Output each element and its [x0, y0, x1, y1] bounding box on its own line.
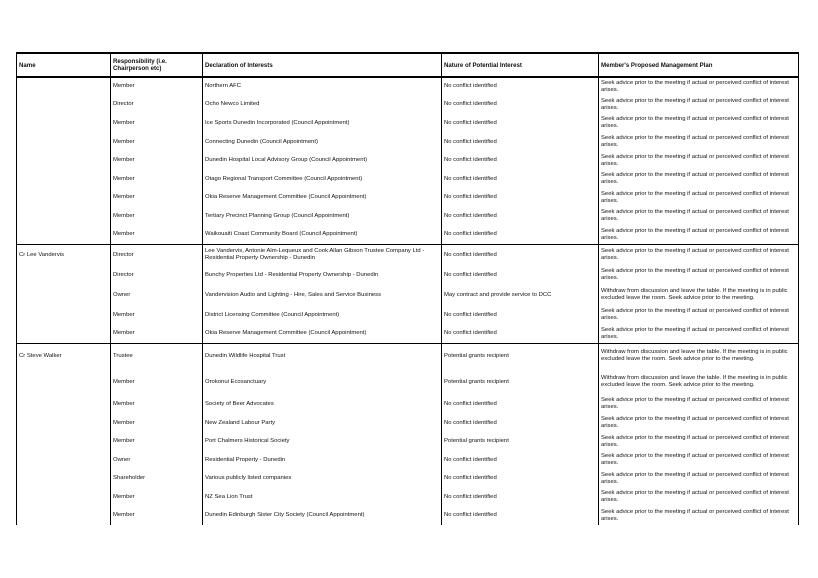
cell-responsibility: Member	[111, 507, 203, 526]
cell-responsibility: Member	[111, 395, 203, 414]
cell-plan: Seek advice prior to the meeting if actual or perceived conflict of interest arises.	[599, 451, 799, 470]
header-responsibility: Responsibility (i.e. Chairperson etc)	[111, 53, 203, 77]
cell-responsibility: Trustee	[111, 343, 203, 369]
cell-name	[17, 284, 111, 306]
cell-nature: No conflict identified	[442, 306, 599, 325]
cell-declaration: Port Chalmers Historical Society	[203, 432, 442, 451]
header-nature: Nature of Potential Interest	[442, 53, 599, 77]
cell-nature: No conflict identified	[442, 133, 599, 152]
cell-responsibility: Member	[111, 488, 203, 507]
cell-nature: No conflict identified	[442, 170, 599, 189]
cell-declaration: Okia Reserve Management Committee (Council Appointment)	[203, 189, 442, 208]
table-row	[17, 451, 799, 470]
cell-nature: No conflict identified	[442, 96, 599, 115]
cell-declaration: Connecting Dunedin (Council Appointment)	[203, 133, 442, 152]
cell-plan: Seek advice prior to the meeting if actual or perceived conflict of interest arises.	[599, 414, 799, 433]
cell-declaration: Ice Sports Dunedin Incorporated (Council Appointment)	[203, 114, 442, 133]
interests-register-table	[16, 52, 799, 525]
cell-declaration: Dunedin Wildlife Hospital Trust	[203, 343, 442, 369]
cell-plan: Seek advice prior to the meeting if actual or perceived conflict of interest arises.	[599, 133, 799, 152]
cell-plan: Seek advice prior to the meeting if actual or perceived conflict of interest arises.	[599, 244, 799, 266]
cell-responsibility: Owner	[111, 284, 203, 306]
cell-responsibility: Director	[111, 244, 203, 266]
table-row	[17, 306, 799, 325]
cell-declaration: Lee Vandervis, Antonie Alm-Lequeux and Cook Allan Gibson Trustee Company Ltd - Residential Property Ownership - Dunedin	[203, 244, 442, 266]
header-name: Name	[17, 53, 111, 77]
cell-nature: No conflict identified	[442, 151, 599, 170]
cell-nature: No conflict identified	[442, 114, 599, 133]
table-row	[17, 432, 799, 451]
cell-plan: Seek advice prior to the meeting if actual or perceived conflict of interest arises.	[599, 226, 799, 245]
cell-name	[17, 133, 111, 152]
header-declaration: Declaration of Interests	[203, 53, 442, 77]
cell-name	[17, 325, 111, 344]
cell-plan: Withdraw from discussion and leave the table. If the meeting is in public excluded leave the room. Seek advice prior to the meeting.	[599, 343, 799, 369]
cell-declaration: Vandervision Audio and Lighting - Hire, Sales and Service Business	[203, 284, 442, 306]
cell-declaration: District Licensing Committee (Council Appointment)	[203, 306, 442, 325]
cell-responsibility: Member	[111, 77, 203, 96]
cell-responsibility: Member	[111, 325, 203, 344]
cell-nature: No conflict identified	[442, 189, 599, 208]
cell-plan: Seek advice prior to the meeting if actual or perceived conflict of interest arises.	[599, 189, 799, 208]
cell-responsibility: Director	[111, 96, 203, 115]
cell-responsibility: Member	[111, 432, 203, 451]
table-row	[17, 343, 799, 369]
cell-nature: No conflict identified	[442, 414, 599, 433]
cell-declaration: Residential Property - Dunedin	[203, 451, 442, 470]
table-row	[17, 133, 799, 152]
table-row	[17, 96, 799, 115]
cell-name	[17, 207, 111, 226]
table-row	[17, 325, 799, 344]
cell-plan: Seek advice prior to the meeting if actual or perceived conflict of interest arises.	[599, 395, 799, 414]
cell-nature: Potential grants recipient	[442, 343, 599, 369]
table-row	[17, 151, 799, 170]
cell-responsibility: Shareholder	[111, 470, 203, 489]
cell-name	[17, 306, 111, 325]
table-row	[17, 266, 799, 285]
table-row	[17, 77, 799, 96]
cell-responsibility: Owner	[111, 451, 203, 470]
cell-plan: Seek advice prior to the meeting if actual or perceived conflict of interest arises.	[599, 266, 799, 285]
cell-declaration: NZ Sea Lion Trust	[203, 488, 442, 507]
cell-declaration: Dunedin Hospital Local Advisory Group (Council Appointment)	[203, 151, 442, 170]
table-row	[17, 369, 799, 395]
cell-responsibility: Member	[111, 114, 203, 133]
table-header-row	[17, 53, 799, 77]
cell-declaration: Waikouaiti Coast Community Board (Council Appointment)	[203, 226, 442, 245]
cell-nature: No conflict identified	[442, 395, 599, 414]
cell-responsibility: Member	[111, 170, 203, 189]
cell-name	[17, 507, 111, 526]
cell-name	[17, 77, 111, 96]
table-row	[17, 507, 799, 526]
cell-plan: Seek advice prior to the meeting if actual or perceived conflict of interest arises.	[599, 96, 799, 115]
cell-nature: No conflict identified	[442, 470, 599, 489]
cell-responsibility: Member	[111, 414, 203, 433]
cell-nature: No conflict identified	[442, 244, 599, 266]
cell-name: Cr Steve Walker	[17, 343, 111, 369]
cell-declaration: Various publicly listed companies	[203, 470, 442, 489]
cell-declaration: Okia Reserve Management Committee (Council Appointment)	[203, 325, 442, 344]
table-row	[17, 414, 799, 433]
header-plan: Member's Proposed Management Plan	[599, 53, 799, 77]
table-row	[17, 170, 799, 189]
cell-plan: Seek advice prior to the meeting if actual or perceived conflict of interest arises.	[599, 325, 799, 344]
cell-declaration: New Zealand Labour Party	[203, 414, 442, 433]
cell-responsibility: Member	[111, 207, 203, 226]
cell-name	[17, 451, 111, 470]
cell-responsibility: Member	[111, 226, 203, 245]
cell-nature: Potential grants recipient	[442, 432, 599, 451]
cell-declaration: Bunchy Properties Ltd - Residential Property Ownership - Dunedin	[203, 266, 442, 285]
cell-responsibility: Member	[111, 151, 203, 170]
cell-responsibility: Member	[111, 306, 203, 325]
cell-plan: Seek advice prior to the meeting if actual or perceived conflict of interest arises.	[599, 151, 799, 170]
cell-declaration: Otago Regional Transport Committee (Council Appointment)	[203, 170, 442, 189]
cell-name	[17, 414, 111, 433]
cell-plan: Withdraw from discussion and leave the table. If the meeting is in public excluded leave the room. Seek advice prior to the meeting.	[599, 369, 799, 395]
cell-plan: Seek advice prior to the meeting if actual or perceived conflict of interest arises.	[599, 432, 799, 451]
cell-name	[17, 96, 111, 115]
cell-name	[17, 170, 111, 189]
cell-plan: Seek advice prior to the meeting if actual or perceived conflict of interest arises.	[599, 207, 799, 226]
cell-declaration: Society of Beer Advocates	[203, 395, 442, 414]
cell-plan: Seek advice prior to the meeting if actual or perceived conflict of interest arises.	[599, 507, 799, 526]
cell-name	[17, 151, 111, 170]
table-row	[17, 189, 799, 208]
table-row	[17, 244, 799, 266]
cell-nature: No conflict identified	[442, 226, 599, 245]
cell-name	[17, 369, 111, 395]
cell-name	[17, 488, 111, 507]
table-body	[17, 77, 799, 525]
cell-declaration: Ocho Newco Limited	[203, 96, 442, 115]
cell-responsibility: Member	[111, 369, 203, 395]
cell-declaration: Orokonui Ecosanctuary	[203, 369, 442, 395]
table-row	[17, 207, 799, 226]
table-row	[17, 488, 799, 507]
cell-plan: Seek advice prior to the meeting if actual or perceived conflict of interest arises.	[599, 114, 799, 133]
cell-plan: Seek advice prior to the meeting if actual or perceived conflict of interest arises.	[599, 470, 799, 489]
cell-name	[17, 470, 111, 489]
cell-nature: No conflict identified	[442, 488, 599, 507]
cell-plan: Withdraw from discussion and leave the table. If the meeting is in public excluded leave the room. Seek advice prior to the meeting.	[599, 284, 799, 306]
cell-responsibility: Member	[111, 133, 203, 152]
table-row	[17, 284, 799, 306]
cell-responsibility: Member	[111, 189, 203, 208]
cell-nature: No conflict identified	[442, 451, 599, 470]
cell-declaration: Dunedin Edinburgh Sister City Society (Council Appointment)	[203, 507, 442, 526]
cell-nature: Potential grants recipient	[442, 369, 599, 395]
cell-name	[17, 432, 111, 451]
cell-name	[17, 114, 111, 133]
table-row	[17, 395, 799, 414]
cell-declaration: Northern AFC	[203, 77, 442, 96]
cell-name: Cr Lee Vandervis	[17, 244, 111, 266]
cell-nature: No conflict identified	[442, 325, 599, 344]
cell-nature: May contract and provide service to DCC	[442, 284, 599, 306]
cell-nature: No conflict identified	[442, 77, 599, 96]
cell-plan: Seek advice prior to the meeting if actual or perceived conflict of interest arises.	[599, 306, 799, 325]
cell-declaration: Tertiary Precinct Planning Group (Council Appointment)	[203, 207, 442, 226]
cell-name	[17, 226, 111, 245]
table-row	[17, 114, 799, 133]
cell-nature: No conflict identified	[442, 507, 599, 526]
cell-plan: Seek advice prior to the meeting if actual or perceived conflict of interest arises.	[599, 488, 799, 507]
table-row	[17, 470, 799, 489]
cell-nature: No conflict identified	[442, 266, 599, 285]
cell-name	[17, 266, 111, 285]
cell-responsibility: Director	[111, 266, 203, 285]
cell-nature: No conflict identified	[442, 207, 599, 226]
cell-name	[17, 189, 111, 208]
cell-plan: Seek advice prior to the meeting if actual or perceived conflict of interest arises.	[599, 77, 799, 96]
cell-plan: Seek advice prior to the meeting if actual or perceived conflict of interest arises.	[599, 170, 799, 189]
table-row	[17, 226, 799, 245]
cell-name	[17, 395, 111, 414]
